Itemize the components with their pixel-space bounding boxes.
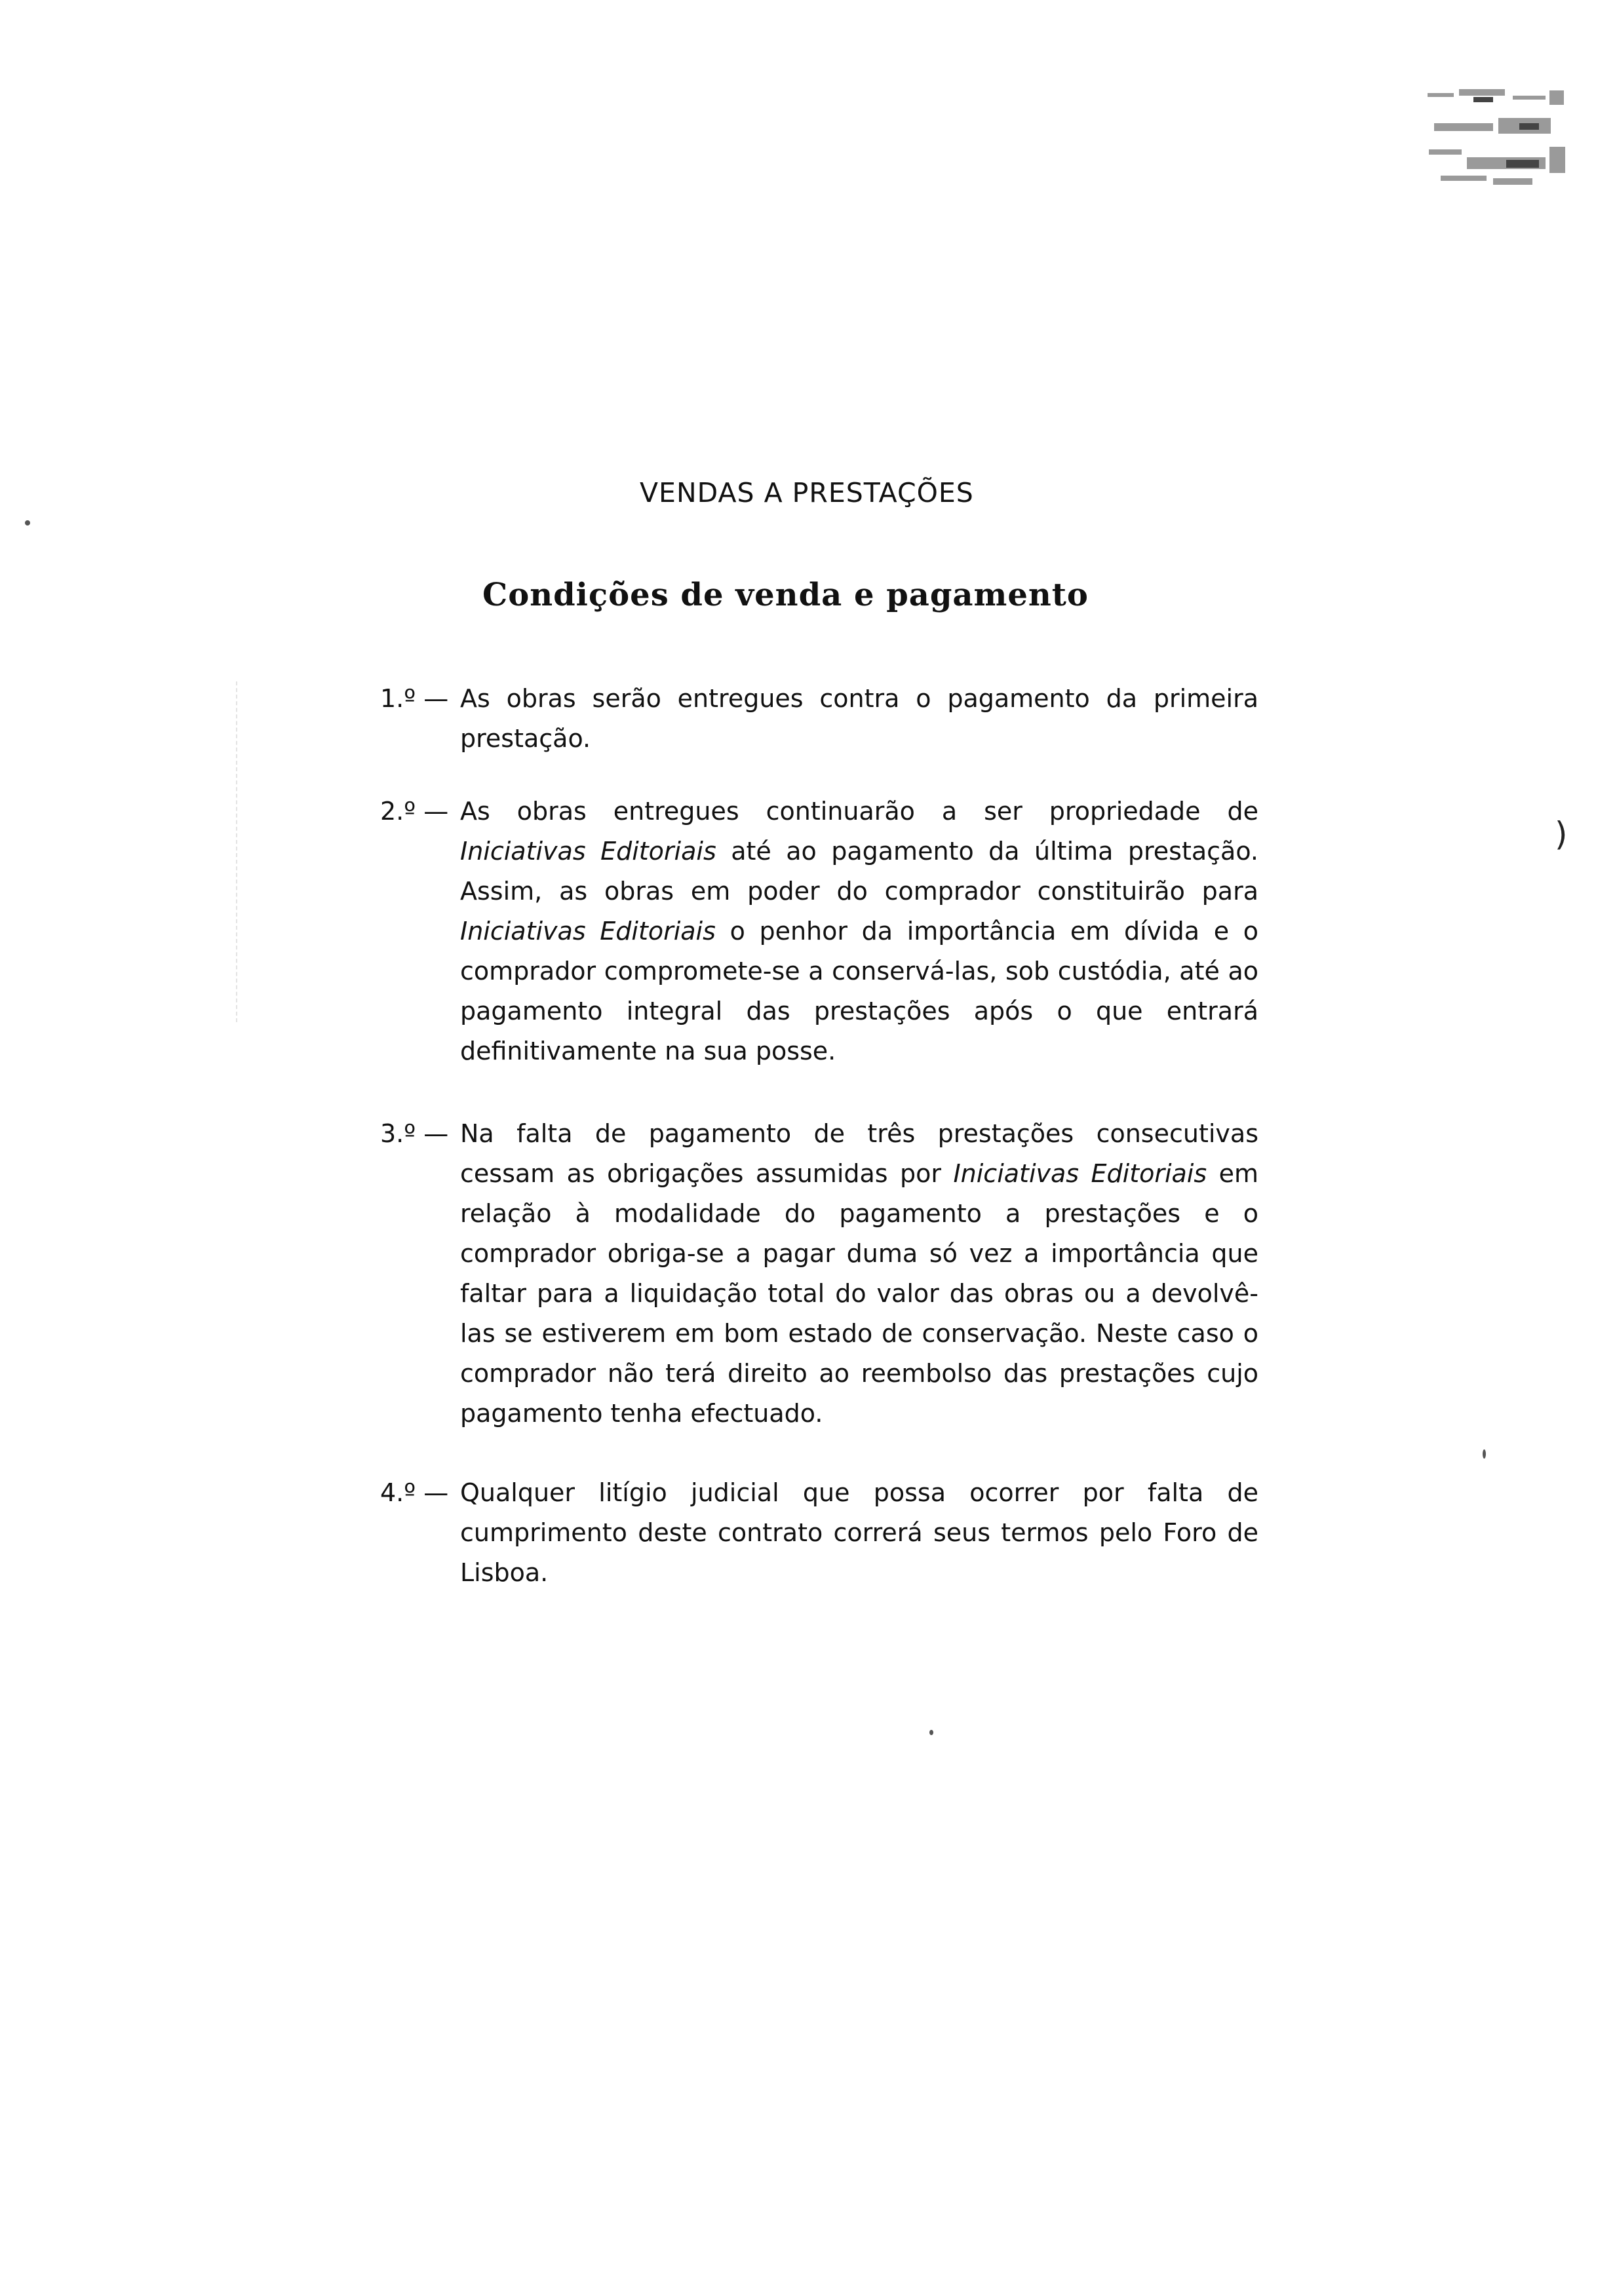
margin-bracket: ) (1555, 815, 1568, 853)
clause-2 (380, 792, 1258, 1071)
publisher-name: Iniciativas Editoriais (460, 837, 716, 866)
clause-number: 2.º — (380, 797, 449, 826)
margin-speck (25, 520, 30, 526)
clause-number: 1.º — (380, 684, 449, 713)
clause-text-plain: Na falta de pagamento de três prestações consecutivas cessam as obrigações assumidas por (460, 1119, 1258, 1188)
clause-text (460, 792, 1258, 1071)
clause-number: 3.º — (380, 1119, 449, 1148)
clause-text-plain: As obras entregues continuarão a ser propriedade de (460, 797, 1258, 826)
clause-number: 4.º — (380, 1478, 449, 1507)
document-heading: VENDAS A PRESTAÇÕES (640, 477, 974, 508)
clause-text-plain: Qualquer litígio judicial que possa ocorrer por falta de cumprimento deste contrato correrá seus termos pelo Foro de Lisboa. (460, 1478, 1258, 1587)
document-subheading: Condições de venda e pagamento (482, 577, 1089, 613)
stamp-mark (1421, 84, 1570, 194)
clause-text-plain: em relação à modalidade do pagamento a prestações e o comprador obriga-se a pagar duma só vez a importância que faltar para a liquidação total do valor das obras ou a devolvê-las se estiverem em bom estado de conservação. Neste caso o comprador não terá direito ao reembolso das prestações cujo pagamento tenha efectuado. (460, 1159, 1259, 1428)
clause-text-plain: o penhor da importância em dívida e o comprador compromete-se a conservá-las, sob custódia, até ao pagamento integral das prestações após o que entrará definitivamente na sua posse. (460, 917, 1258, 1065)
publisher-name: Iniciativas Editoriais (953, 1159, 1207, 1188)
clause-text (460, 679, 1258, 759)
margin-speck (1483, 1449, 1486, 1459)
clause-text-plain: até ao pagamento da última prestação. Assim, as obras em poder do comprador constituirão para (460, 837, 1259, 906)
clause-text (460, 1114, 1258, 1434)
bleed-through-lines (236, 681, 316, 1022)
publisher-name: Iniciativas Editoriais (460, 917, 716, 946)
clause-text (460, 1473, 1258, 1593)
clause-text-plain: As obras serão entregues contra o pagamento da primeira prestação. (460, 684, 1258, 753)
clause-3 (380, 1114, 1258, 1434)
clause-4 (380, 1473, 1258, 1593)
clause-1 (380, 679, 1258, 759)
margin-speck (929, 1730, 933, 1735)
